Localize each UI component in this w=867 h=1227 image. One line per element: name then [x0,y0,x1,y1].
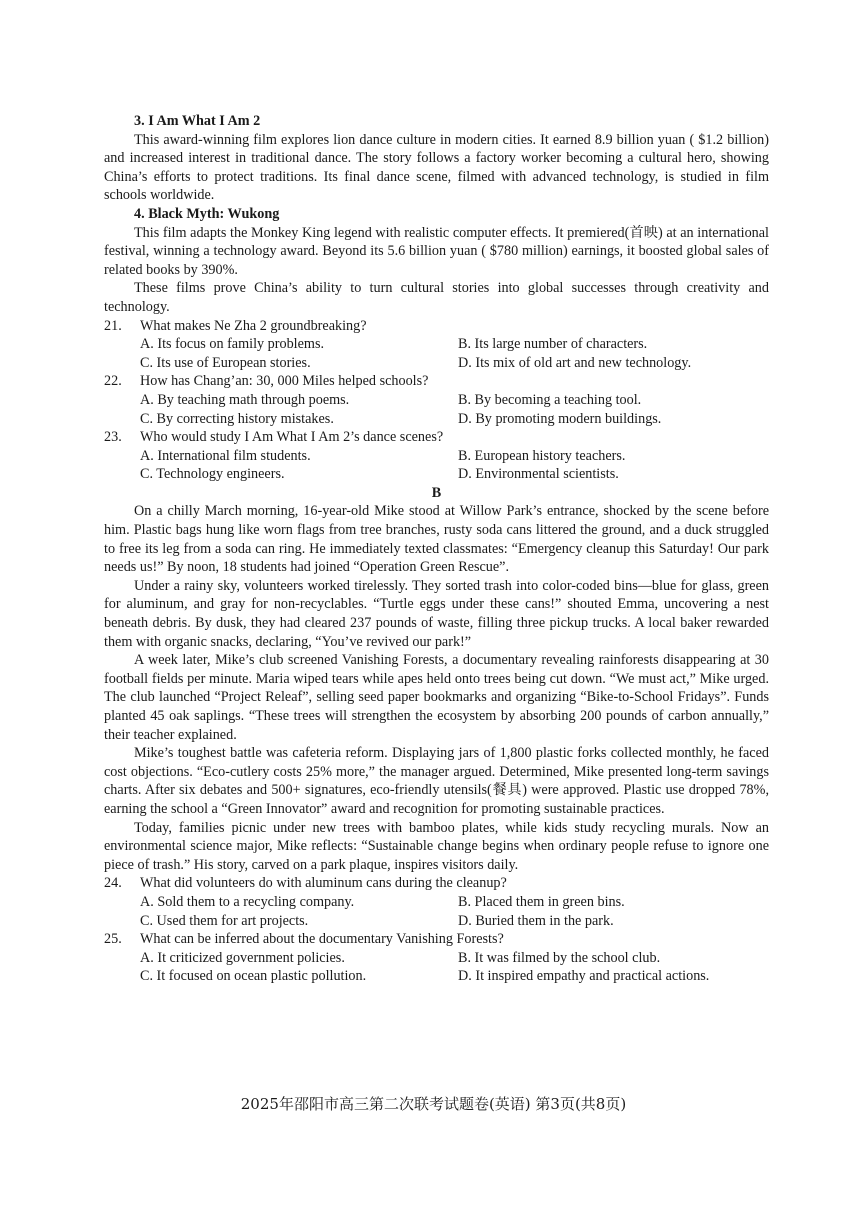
question-number: 25. [104,931,122,948]
option-d: D. It inspired empathy and practical actions. [458,968,710,985]
option-d: D. Environmental scientists. [458,466,619,483]
option-a: A. Sold them to a recycling company. [140,893,355,910]
passage-b-paragraph-1: On a chilly March morning, 16-year-old Mike stood at Willow Park’s entrance, shocked by the scene before him. Plastic bags hung like worn flags from tree branches, rusty soda cans littered the ground, and a duck struggled to free its leg from a soda can ring. He immediately texted classmates: “Emergency cleanup this Saturday! Our park needs us!” By noon, 18 students had joined “Operation Green Rescue”. [104,503,769,576]
question-23 [104,428,769,484]
option-b: B. By becoming a teaching tool. [458,391,642,408]
option-c: C. Its use of European stories. [140,354,311,371]
passage-b-paragraph-3: A week later, Mike’s club screened Vanishing Forests, a documentary revealing rainforests disappearing at 30 football fields per minute. Maria wiped tears while apes held onto trees being cut down. “We must act,” Mike urged. The club launched “Project Releaf”, selling seed paper bookmarks and organizing “Bike-to-School Fridays”. Funds planted 45 oak saplings. “These trees will strengthen the ecosystem by absorbing 200 pounds of carbon annually,” their teacher explained. [104,652,769,743]
option-b: B. European history teachers. [458,447,626,464]
option-c: C. It focused on ocean plastic pollution. [140,968,367,985]
option-d: D. Its mix of old art and new technology. [458,354,692,371]
exam-page [104,112,769,986]
question-number: 21. [104,317,122,334]
question-stem: What can be inferred about the documentary Vanishing Forests? [140,931,504,948]
option-c: C. Technology engineers. [140,466,285,483]
question-stem: What makes Ne Zha 2 groundbreaking? [140,317,367,334]
option-b: B. Placed them in green bins. [458,893,625,910]
question-stem: Who would study I Am What I Am 2’s dance scenes? [140,429,444,446]
question-number: 22. [104,373,122,390]
section-title-4: 4. Black Myth: Wukong [134,205,280,222]
question-number: 24. [104,875,122,892]
question-number: 23. [104,429,122,446]
question-25 [104,930,769,986]
question-24 [104,874,769,930]
section-b-heading: B [431,484,442,501]
passage-b-paragraph-2: Under a rainy sky, volunteers worked tirelessly. They sorted trash into color-coded bins—blue for glass, green for aluminum, and gray for non-recyclables. “Turtle eggs under these cans!” shouted Emma, uncovering a nest beneath debris. By dusk, they had cleared 237 pounds of waste, filling three pickup trucks. A local baker rewarded them with organic snacks, declaring, “You’ve revived our park!” [104,577,769,650]
option-c: C. Used them for art projects. [140,912,309,929]
option-b: B. Its large number of characters. [458,336,648,353]
question-22 [104,372,769,428]
page-footer: 2025年邵阳市高三第二次联考试题卷(英语) 第3页(共8页) [240,1095,627,1113]
question-stem: How has Chang’an: 30, 000 Miles helped schools? [140,373,429,390]
option-b: B. It was filmed by the school club. [458,949,661,966]
passage-b-paragraph-5: Today, families picnic under new trees with bamboo plates, while kids study recycling murals. Now an environmental science major, Mike reflects: “Sustainable change begins when ordinary people refuse to ignore one piece of trash.” His story, carved on a park plaque, inspires visitors daily. [104,819,769,873]
section-4-text: This film adapts the Monkey King legend with realistic computer effects. It premiered(首映) at an international festival, winning a technology award. Beyond its 5.6 billion yuan ( $780 million) earnings, it boosted global sales of related books by 390%. [104,224,769,278]
option-d: D. Buried them in the park. [458,912,614,929]
option-a: A. International film students. [140,447,311,464]
question-stem: What did volunteers do with aluminum cans during the cleanup? [140,875,507,892]
question-21 [104,317,769,373]
option-a: A. It criticized government policies. [140,949,345,966]
conclusion-text: These films prove China’s ability to turn cultural stories into global successes through creativity and technology. [104,280,769,315]
section-title-3: 3. I Am What I Am 2 [134,113,261,129]
option-c: C. By correcting history mistakes. [140,410,334,427]
option-a: A. Its focus on family problems. [140,336,325,353]
section-3-text: This award-winning film explores lion dance culture in modern cities. It earned 8.9 billion yuan ( $1.2 billion) and increased interest in traditional dance. The story follows a factory worker becoming a cultural hero, showing China’s efforts to protect traditions. Its final dance scene, filmed with advanced technology, is studied in film schools worldwide. [104,131,769,204]
option-d: D. By promoting modern buildings. [458,410,662,427]
passage-b-paragraph-4: Mike’s toughest battle was cafeteria reform. Displaying jars of 1,800 plastic forks collected monthly, he faced cost objections. “Eco-cutlery costs 25% more,” the manager argued. Determined, Mike presented long-term savings charts. After six debates and 500+ signatures, eco-friendly utensils(餐具) were approved. Plastic use dropped 78%, earning the school a “Green Innovator” award and recognition for promoting sustainable practices. [104,745,769,817]
option-a: A. By teaching math through poems. [140,391,350,408]
